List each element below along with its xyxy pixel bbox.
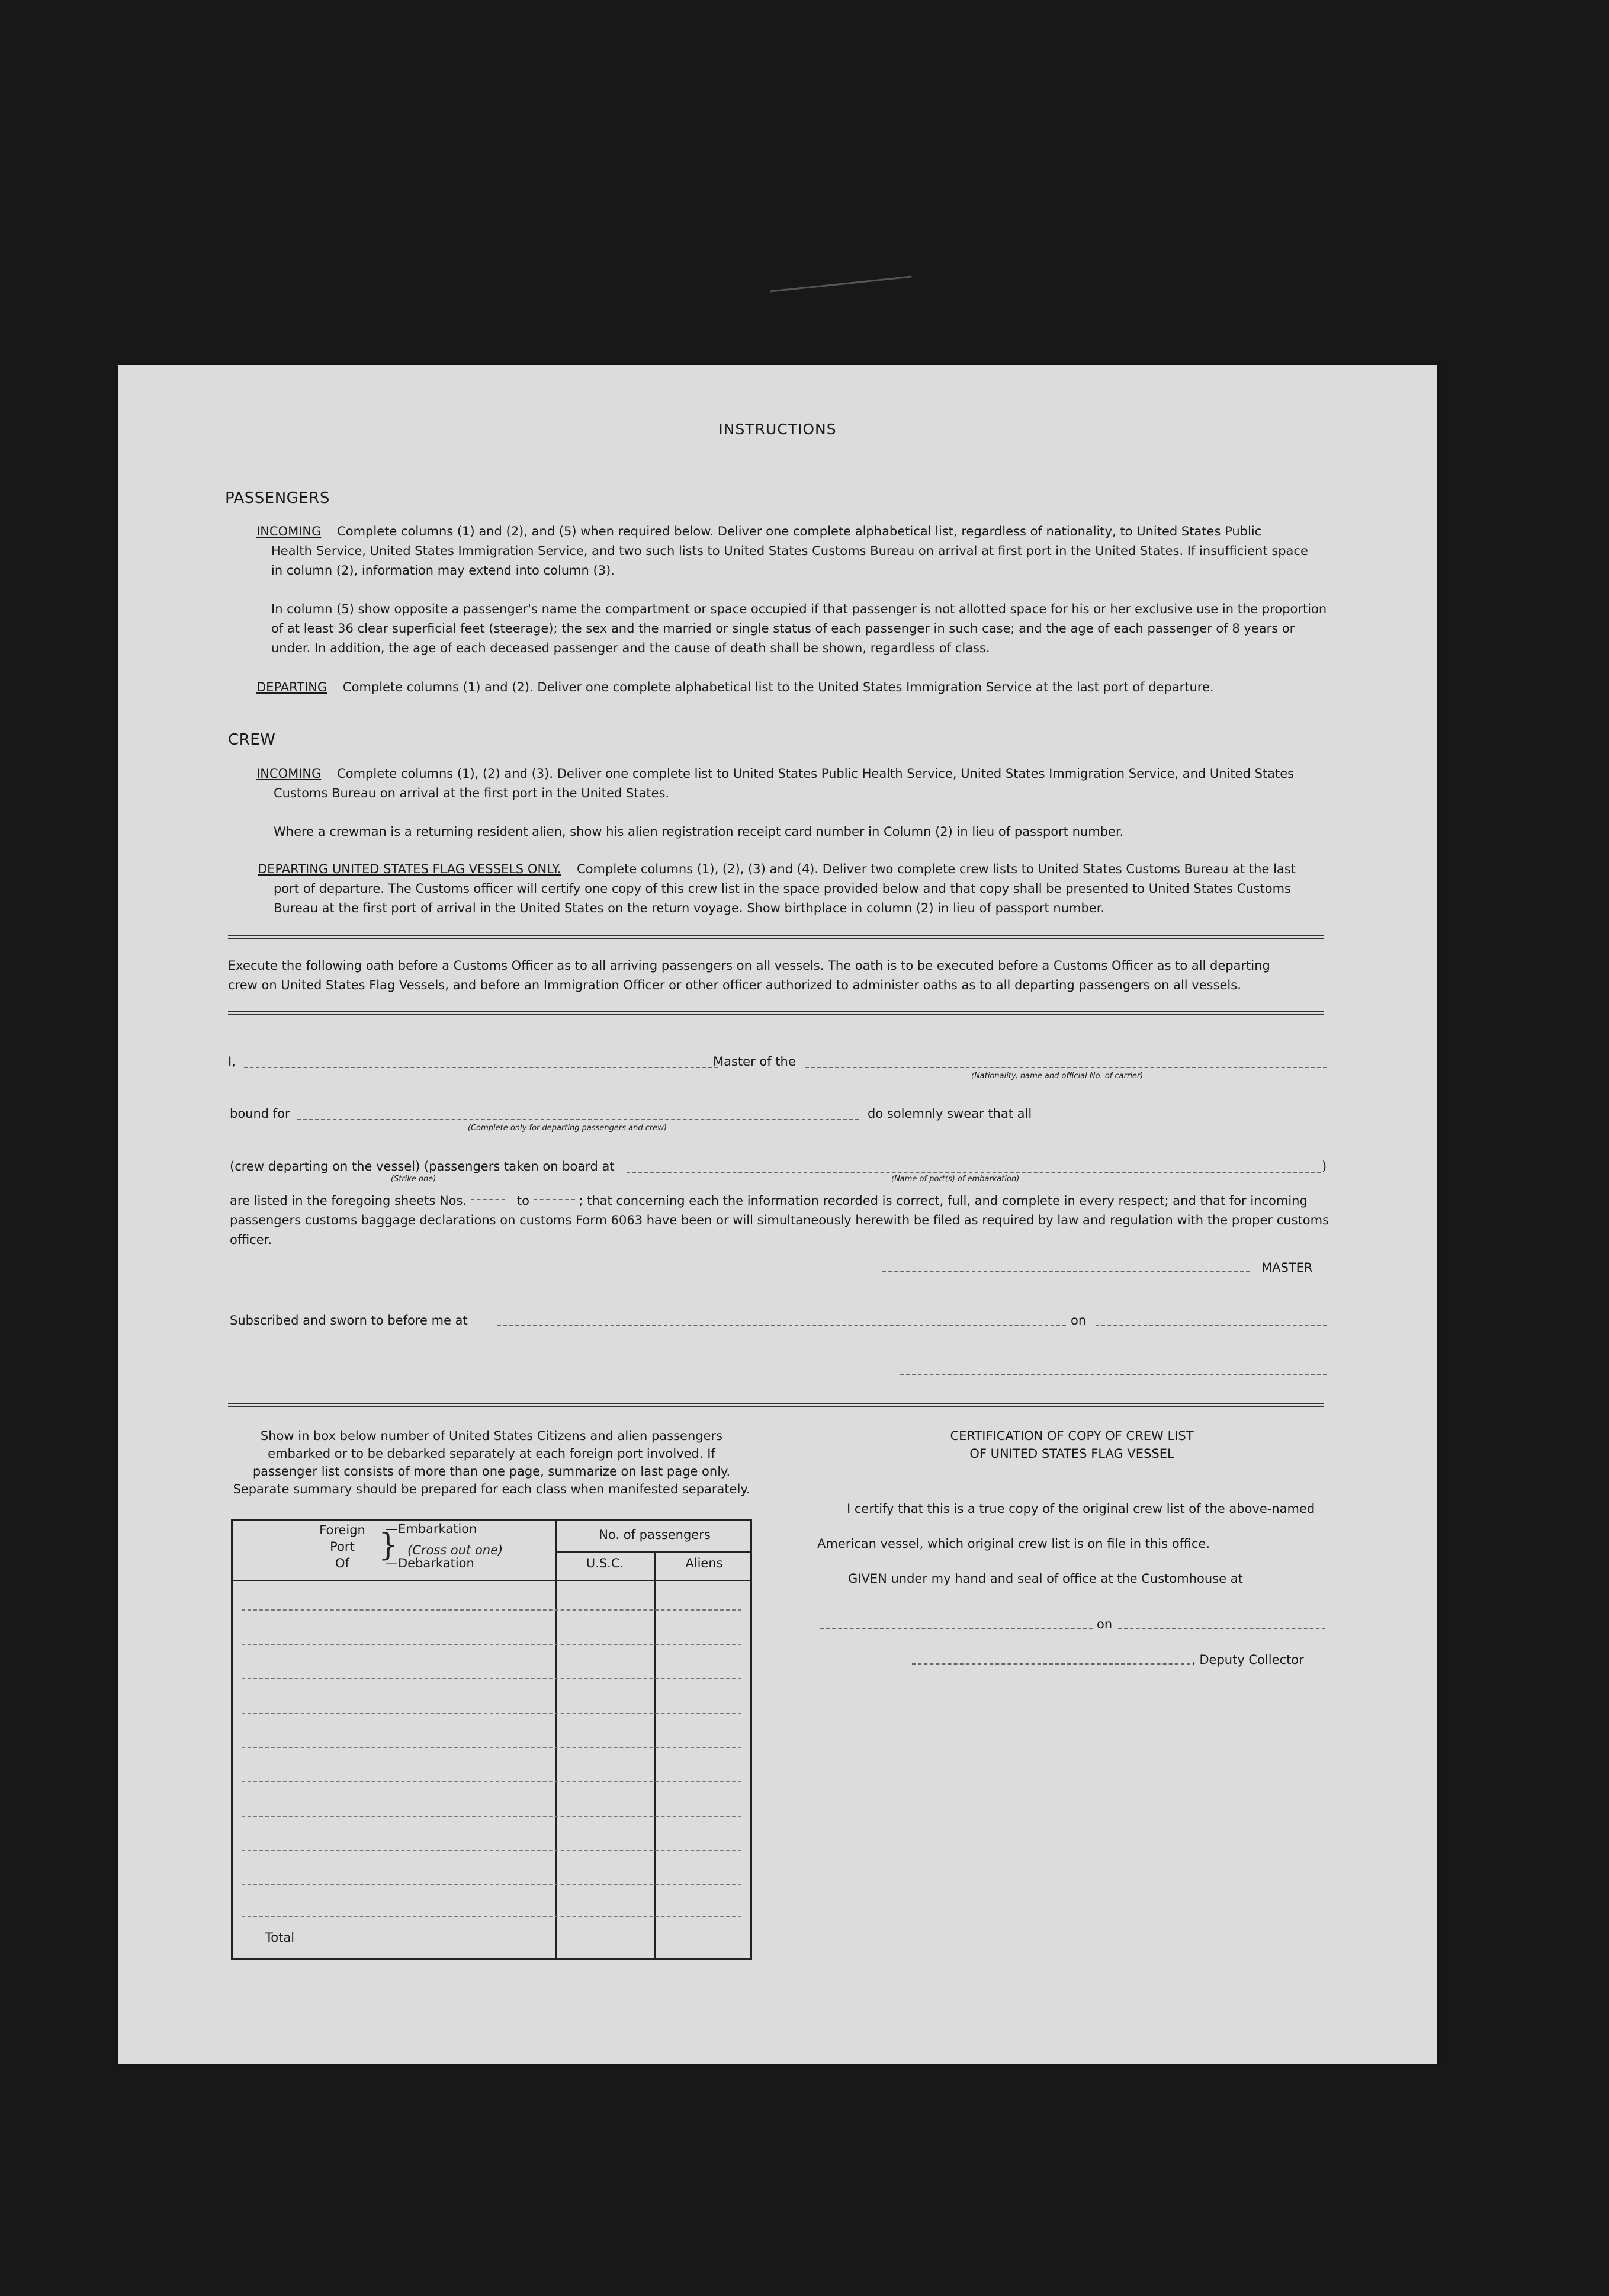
sheet-from-field[interactable] (471, 1199, 505, 1200)
port-label: Port (330, 1540, 355, 1554)
sworn-date-field[interactable] (1096, 1325, 1327, 1326)
master-of-the-label: Master of the (713, 1054, 796, 1069)
summary-line2: embarked or to be debarked separately at each foreign port involved. If (268, 1447, 715, 1461)
listed-line2: passengers customs baggage declarations on customs Form 6063 have been or will simultaneously herewith be filed as required by law and regulation with the proper customs (230, 1213, 1329, 1227)
master-signature-field[interactable] (882, 1271, 1250, 1272)
crew-incoming-text: Complete columns (1), (2) and (3). Deliver one complete list to United States Public Health Service, United States Immigration Service, and United States (337, 767, 1295, 781)
debarkation-label: —Debarkation (386, 1556, 474, 1570)
embarkation-label: —Embarkation (386, 1522, 477, 1536)
no-passengers-header: No. of passengers (599, 1528, 711, 1542)
summary-line1: Show in box below number of United States Citizens and alien passengers (260, 1429, 723, 1443)
table-divider (555, 1521, 557, 1958)
crew-incoming-label: INCOMING (256, 767, 322, 781)
listed-text-a: are listed in the foregoing sheets Nos. (230, 1194, 467, 1208)
nationality-note: (Nationality, name and official No. of carrier) (971, 1072, 1144, 1080)
divider-rule (228, 1403, 1324, 1407)
table-row[interactable] (242, 1609, 741, 1611)
of-label: Of (335, 1556, 349, 1570)
bound-for-field[interactable] (297, 1119, 859, 1120)
oath-intro-line2: crew on United States Flag Vessels, and before an Immigration Officer or other officer authorized to administer oaths as to all departing passengers on all vessels. (228, 978, 1241, 992)
deputy-signature-field[interactable] (912, 1663, 1190, 1665)
crew-departing-line1 (258, 860, 1296, 879)
strike-note: (Strike one) (391, 1175, 436, 1184)
passengers-departing (256, 678, 1214, 697)
table-divider (555, 1551, 750, 1553)
aliens-header: Aliens (685, 1556, 723, 1570)
swear-text: do solemnly swear that all (868, 1107, 1032, 1121)
close-paren: ) (1322, 1159, 1327, 1173)
divider-rule (228, 1011, 1324, 1015)
listed-line1 (230, 1191, 1308, 1211)
officer-signature-field[interactable] (900, 1374, 1327, 1375)
cross-out-note: (Cross out one) (407, 1543, 503, 1557)
embarkation-port-field[interactable] (627, 1172, 1321, 1173)
sheet-to-field[interactable] (534, 1199, 575, 1200)
table-row[interactable] (242, 1678, 741, 1679)
crew-departing-oath: (crew departing on the vessel) (passengers taken on board at (230, 1159, 615, 1173)
table-row[interactable] (242, 1916, 741, 1917)
certify-line1: I certify that this is a true copy of the original crew list of the above-named (847, 1502, 1315, 1516)
listed-text-b: ; that concerning each the information recorded is correct, full, and complete in every respect; and that for incoming (579, 1194, 1308, 1208)
column5-line3: under. In addition, the age of each deceased passenger and the cause of death shall be shown, regardless of class. (271, 641, 990, 655)
passenger-summary-table (231, 1519, 752, 1960)
complete-note: (Complete only for departing passengers and crew) (468, 1124, 667, 1133)
form-page (118, 365, 1437, 2064)
passengers-heading: PASSENGERS (225, 489, 330, 507)
crew-departing-line2: port of departure. The Customs officer will certify one copy of this crew list in the space provided below and that copy shall be presented to United States Customs (274, 881, 1291, 896)
listed-to: to (516, 1194, 529, 1208)
crew-resident-alien: Where a crewman is a returning resident alien, show his alien registration receipt card number in Column (2) in lieu of passport number. (274, 825, 1124, 839)
table-row[interactable] (242, 1781, 741, 1782)
certification-title-line2: OF UNITED STATES FLAG VESSEL (969, 1447, 1174, 1461)
scan-artifact (770, 275, 912, 292)
crew-incoming-line2: Customs Bureau on arrival at the first port in the United States. (274, 786, 670, 800)
table-row[interactable] (242, 1713, 741, 1714)
table-divider (233, 1580, 750, 1581)
table-row[interactable] (242, 1884, 741, 1885)
table-row[interactable] (242, 1644, 741, 1645)
crew-departing-text: Complete columns (1), (2), (3) and (4). Deliver two complete crew lists to United States Customs Bureau at the last (577, 862, 1296, 876)
given-text: GIVEN under my hand and seal of office at the Customhouse at (848, 1572, 1243, 1586)
carrier-field[interactable] (805, 1067, 1327, 1068)
certification-on-label: on (1097, 1617, 1113, 1631)
master-name-field[interactable] (244, 1067, 718, 1068)
crew-departing-label: DEPARTING UNITED STATES FLAG VESSELS ONLY. (258, 862, 561, 876)
passengers-incoming-text: Complete columns (1) and (2), and (5) when required below. Deliver one complete alphabetical list, regardless of nationality, to United States Public (337, 524, 1262, 538)
passengers-incoming-line1 (256, 522, 1334, 541)
foreign-label: Foreign (319, 1523, 365, 1537)
table-divider (654, 1551, 656, 1958)
summary-line4: Separate summary should be prepared for each class when manifested separately. (233, 1482, 750, 1496)
usc-header: U.S.C. (586, 1556, 624, 1570)
certify-line2: American vessel, which original crew list is on file in this office. (817, 1537, 1210, 1551)
sworn-on-label: on (1071, 1313, 1087, 1327)
crew-incoming-line1 (256, 764, 1294, 784)
page-title: INSTRUCTIONS (718, 421, 837, 438)
crew-departing-line3: Bureau at the first port of arrival in the United States on the return voyage. Show birthplace in column (2) in lieu of passport number. (274, 901, 1105, 915)
table-row[interactable] (242, 1747, 741, 1748)
master-label: MASTER (1261, 1261, 1313, 1275)
total-label: Total (265, 1931, 295, 1945)
deputy-collector-label: , Deputy Collector (1192, 1653, 1304, 1667)
column5-line1: In column (5) show opposite a passenger's name the compartment or space occupied if that passenger is not allotted space for his or her exclusive use in the proportion (271, 602, 1327, 616)
oath-i-label: I, (228, 1054, 236, 1069)
subscribed-label: Subscribed and sworn to before me at (230, 1313, 468, 1327)
table-row[interactable] (242, 1816, 741, 1817)
sworn-place-field[interactable] (497, 1325, 1066, 1326)
certification-date-field[interactable] (1118, 1628, 1325, 1629)
bound-for-label: bound for (230, 1107, 290, 1121)
port-note: (Name of port(s) of embarkation) (891, 1175, 1020, 1184)
listed-line3: officer. (230, 1233, 272, 1247)
table-row[interactable] (242, 1850, 741, 1851)
oath-intro-line1: Execute the following oath before a Customs Officer as to all arriving passengers on all vessels. The oath is to be executed before a Customs Officer as to all departing (228, 958, 1270, 973)
crew-heading: CREW (228, 731, 276, 749)
passengers-departing-label: DEPARTING (256, 680, 327, 694)
divider-rule (228, 935, 1324, 939)
passengers-incoming-label: INCOMING (256, 524, 322, 538)
passengers-departing-text: Complete columns (1) and (2). Deliver one complete alphabetical list to the United States Immigration Service at the last port of departure. (342, 680, 1214, 694)
customhouse-field[interactable] (820, 1628, 1093, 1629)
passengers-incoming-line2: Health Service, United States Immigration Service, and two such lists to United States Customs Bureau on arrival at first port in the United States. If insufficient space (271, 544, 1308, 558)
summary-line3: passenger list consists of more than one page, summarize on last page only. (252, 1464, 731, 1479)
column5-line2: of at least 36 clear superficial feet (steerage); the sex and the married or single status of each passenger in such case; and the age of each passenger of 8 years or (271, 621, 1295, 636)
brace-icon: } (378, 1528, 399, 1563)
passengers-incoming-line3: in column (2), information may extend into column (3). (271, 563, 615, 578)
certification-title-line1: CERTIFICATION OF COPY OF CREW LIST (950, 1429, 1194, 1443)
